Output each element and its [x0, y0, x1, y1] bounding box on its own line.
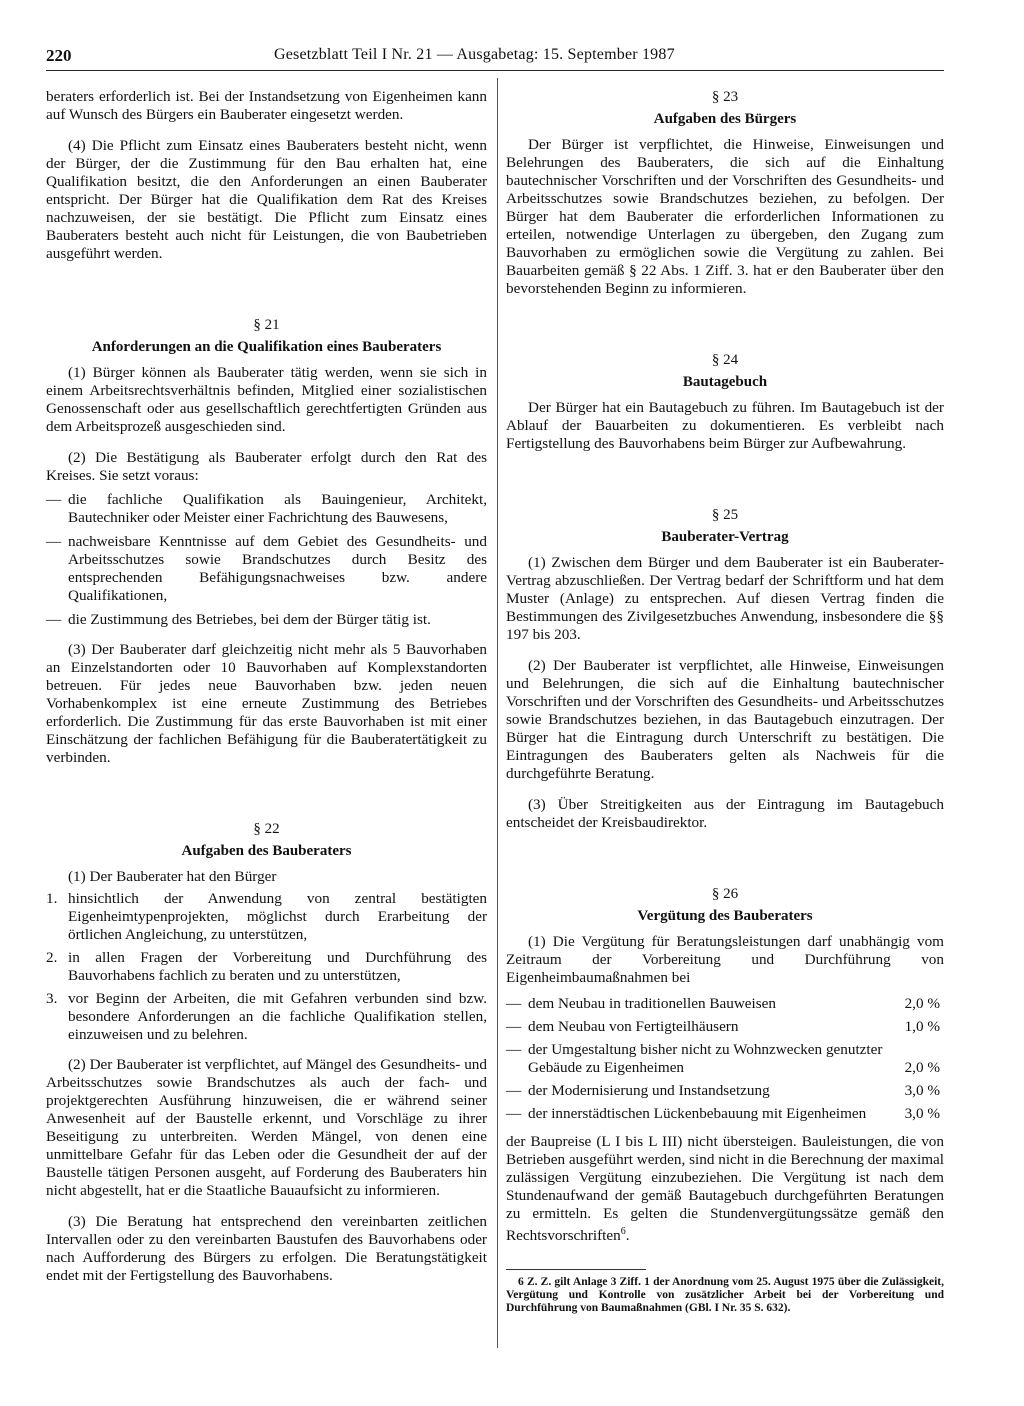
rate-row: — der Modernisierung und Instandsetzung 3,0 %	[506, 1082, 940, 1099]
section-24-title: Bautagebuch	[682, 374, 768, 390]
list-item: 2. in allen Fragen der Vorbereitung und Durchführung des Bauvorhabens fachlich zu beraten und zu unterstützen,	[46, 949, 487, 984]
paragraph-21-3: (3) Der Bauberater darf gleichzeitig nicht mehr als 5 Bauvorhaben an Einzelstandorten oder 10 Bauvorhaben auf Komplexstandorten betreuen. Für jedes neue Bauvorhaben bzw. jeden neuen Vorhabenkomplex ist eine erneute Zustimmung des Betriebes erforderlich. Die Zustimmung für das erste Bauvorhaben ist mit einer Einschätzung der fachlichen Befähigung für die Bauberatertätigkeit zu verbinden.	[46, 641, 487, 766]
duties-list	[46, 890, 487, 1044]
paragraph-20-4: (4) Die Pflicht zum Einsatz eines Bauberaters besteht nicht, wenn der Bürger, der die Zustimmung für den Bau erhalten hat, eine Qualifikation besitzt, die den Anforderungen an einen Bauberater entspricht. Der Bürger hat die Qualifikation dem Rat des Kreises nachzuweisen, der sie bestätigt. Die Pflicht zum Einsatz eines Bauberaters besteht auch nicht für Leistungen, die von Baubetrieben ausgeführt werden.	[46, 137, 487, 262]
rate-percent: 2,0 %	[904, 995, 940, 1012]
header-title: Gesetzblatt Teil I Nr. 21 — Ausgabetag: 15. September 1987	[274, 46, 675, 63]
paragraph-25-2: (2) Der Bauberater ist verpflichtet, alle Hinweise, Einweisungen und Belehrungen, die sich auf die Einhaltung bautechnischer Vorschriften und der Vorschriften des Gesundheits- und Arbeitsschutzes sowie Brandschutzes beziehen, in das Bautagebuch einzutragen. Der Bürger hat die Eintragung durch Unterschrift zu bestätigen. Die Eintragungen des Bauberaters gelten als Nachweis für die durchgeführte Beratung.	[506, 657, 944, 782]
list-item: — die fachliche Qualifikation als Bauingenieur, Architekt, Bautechniker oder Meister einer Fachrichtung des Bauwesens,	[46, 491, 487, 526]
right-column	[506, 88, 944, 1315]
page-header	[46, 44, 944, 71]
paragraph-26-1: (1) Die Vergütung für Beratungsleistungen darf unabhängig vom Zeitraum der Vorbereitung und Durchführung von Eigenheimbaumaßnahmen bei	[506, 933, 944, 986]
paragraph-25-1: (1) Zwischen dem Bürger und dem Bauberater ist ein Bauberater-Vertrag abzuschließen. Der Vertrag bedarf der Schriftform und hat dem Muster (Anlage) zu entsprechen. Auf diesen Vertrag finden die Bestimmungen des Zivilgesetzbuches Anwendung, insbesondere die §§ 197 bis 203.	[506, 554, 944, 643]
section-25-number: § 25	[711, 507, 739, 523]
section-26-title: Vergütung des Bauberaters	[637, 908, 813, 924]
paragraph-24: Der Bürger hat ein Bautagebuch zu führen. Im Bautagebuch ist der Ablauf der Bauarbeiten zu dokumentieren. Es verbleibt nach Fertigstellung des Bauvorhabens beim Bürger zur Aufbewahrung.	[506, 399, 944, 452]
section-24-number: § 24	[711, 352, 739, 368]
paragraph-21-1: (1) Bürger können als Bauberater tätig werden, wenn sie sich in einem Arbeitsrechtsverhältnis befinden, Mitglied einer sozialistischen Genossenschaft oder aus gesellschaftlich gerechtfertigten Gründen aus dem Arbeitsprozeß ausgeschieden sind.	[46, 364, 487, 435]
paragraph-22-2: (2) Der Bauberater ist verpflichtet, auf Mängel des Gesundheits- und Arbeitsschutzes sowie Brandschutzes als auch der fach- und projektgerechten Ausführung hinzuweisen, die er während seiner Anwesenheit auf der Baustelle erkennt, und Vorschläge zu ihrer Beseitigung zu unterbreiten. Werden Mängel, von denen eine unmittelbare Gefahr für das Leben oder die Gesundheit der auf der Baustelle tätigen Personen ausgeht, auf Forderung des Bauberaters hin nicht abgestellt, hat er die Staatliche Bauaufsicht zu informieren.	[46, 1056, 487, 1199]
list-item: 1. hinsichtlich der Anwendung von zentral bestätigten Eigenheimtypenprojekten, möglichst durch Erarbeitung der örtlichen Angleichung, zu unterstützen,	[46, 890, 487, 943]
requirements-list	[46, 491, 487, 629]
list-item: — die Zustimmung des Betriebes, bei dem der Bürger tätig ist.	[46, 611, 431, 628]
section-22-number: § 22	[253, 821, 280, 837]
section-26-number: § 26	[711, 886, 739, 902]
paragraph-21-2: (2) Die Bestätigung als Bauberater erfolgt durch den Rat des Kreises. Sie setzt voraus:	[46, 449, 487, 484]
page-number: 220	[46, 46, 72, 65]
footnote: 6 Z. Z. gilt Anlage 3 Ziff. 1 der Anordnung vom 25. August 1975 über die Zulässigkeit, Vergütung und Kontrolle von zusätzlicher Arbeit bei der Vorbereitung und Durchführung von Baumaßnahmen (GBl. I Nr. 35 S. 632).	[506, 1276, 944, 1315]
paragraph-23: Der Bürger ist verpflichtet, die Hinweise, Einweisungen und Belehrungen des Bauberaters, die sich auf die Einhaltung bautechnischer Vorschriften und der Vorschriften des Gesundheits- und Arbeitsschutzes sowie Brandschutzes beziehen, zu befolgen. Der Bürger hat dem Bauberater die erforderlichen Informationen zu erteilen, notwendige Unterlagen zu übergeben, den Zugang zum Bauvorhaben zu ermöglichen sowie die Vergütung zu zahlen. Bei Bauarbeiten gemäß § 22 Abs. 1 Ziff. 3. hat er den Bauberater über den bevorstehenden Beginn zu informieren.	[506, 136, 944, 297]
section-23-number: § 23	[711, 89, 739, 105]
list-item: — nachweisbare Kenntnisse auf dem Gebiet des Gesundheits- und Arbeitsschutzes sowie Brandschutzes durch Besitz des entsprechenden Befähigungsnachweises bzw. andere Qualifikationen,	[46, 533, 487, 604]
rate-percent: 1,0 %	[904, 1018, 940, 1035]
footnote-rule	[506, 1269, 646, 1270]
section-22-title: Aufgaben des Bauberaters	[181, 843, 352, 859]
section-23-title: Aufgaben des Bürgers	[653, 111, 797, 127]
rate-row: — der Umgestaltung bisher nicht zu Wohnzwecken genutzter Gebäude zu Eigenheimen 2,0 %	[506, 1041, 940, 1076]
section-25-title: Bauberater-Vertrag	[661, 529, 789, 545]
rate-row: — der innerstädtischen Lückenbebauung mit Eigenheimen 3,0 %	[506, 1105, 940, 1122]
rate-percent: 3,0 %	[904, 1105, 940, 1122]
column-divider	[497, 78, 498, 1348]
rate-row: — dem Neubau von Fertigteilhäusern 1,0 %	[506, 1018, 940, 1035]
section-21-number: § 21	[253, 317, 280, 333]
paragraph-continuation: beraters erforderlich ist. Bei der Instandsetzung von Eigenheimen kann auf Wunsch des Bürgers ein Bauberater eingesetzt werden.	[46, 88, 487, 123]
list-item: 3. vor Beginn der Arbeiten, die mit Gefahren verbunden sind bzw. besondere Anforderungen an die fachliche Qualifikation stellen, einzuweisen und zu belehren.	[46, 990, 487, 1043]
paragraph-26-2: der Baupreise (L I bis L III) nicht übersteigen. Bauleistungen, die von Betrieben ausgeführt werden, sind nicht in die Berechnung der maximal zulässigen Vergütung einzubeziehen. Die Vergütung ist nach dem Stundenaufwand der gemäß Bautagebuch durchgeführten Beratungen zu ermitteln. Es gelten die Stundenvergütungssätze gemäß den Rechtsvorschriften$^6$.	[506, 1133, 944, 1245]
paragraph-25-3: (3) Über Streitigkeiten aus der Eintragung im Bautagebuch entscheidet der Kreisbaudirektor.	[506, 796, 944, 831]
rate-row: — dem Neubau in traditionellen Bauweisen 2,0 %	[506, 995, 940, 1012]
paragraph-22-1: (1) Der Bauberater hat den Bürger	[68, 868, 277, 885]
footnote-ref: 6	[620, 1226, 626, 1237]
left-column	[46, 88, 487, 1298]
paragraph-22-3: (3) Die Beratung hat entsprechend den vereinbarten zeitlichen Intervallen oder zu den vereinbarten Baustufen des Bauvorhabens oder nach Aufforderung des Bürgers zu erfolgen. Die Beratungstätigkeit endet mit der Fertigstellung des Bauvorhabens.	[46, 1213, 487, 1284]
rate-percent: 2,0 %	[904, 1059, 940, 1076]
section-21-title: Anforderungen an die Qualifikation eines Bauberaters	[91, 339, 442, 355]
rate-list	[506, 995, 944, 1123]
rate-percent: 3,0 %	[904, 1082, 940, 1099]
